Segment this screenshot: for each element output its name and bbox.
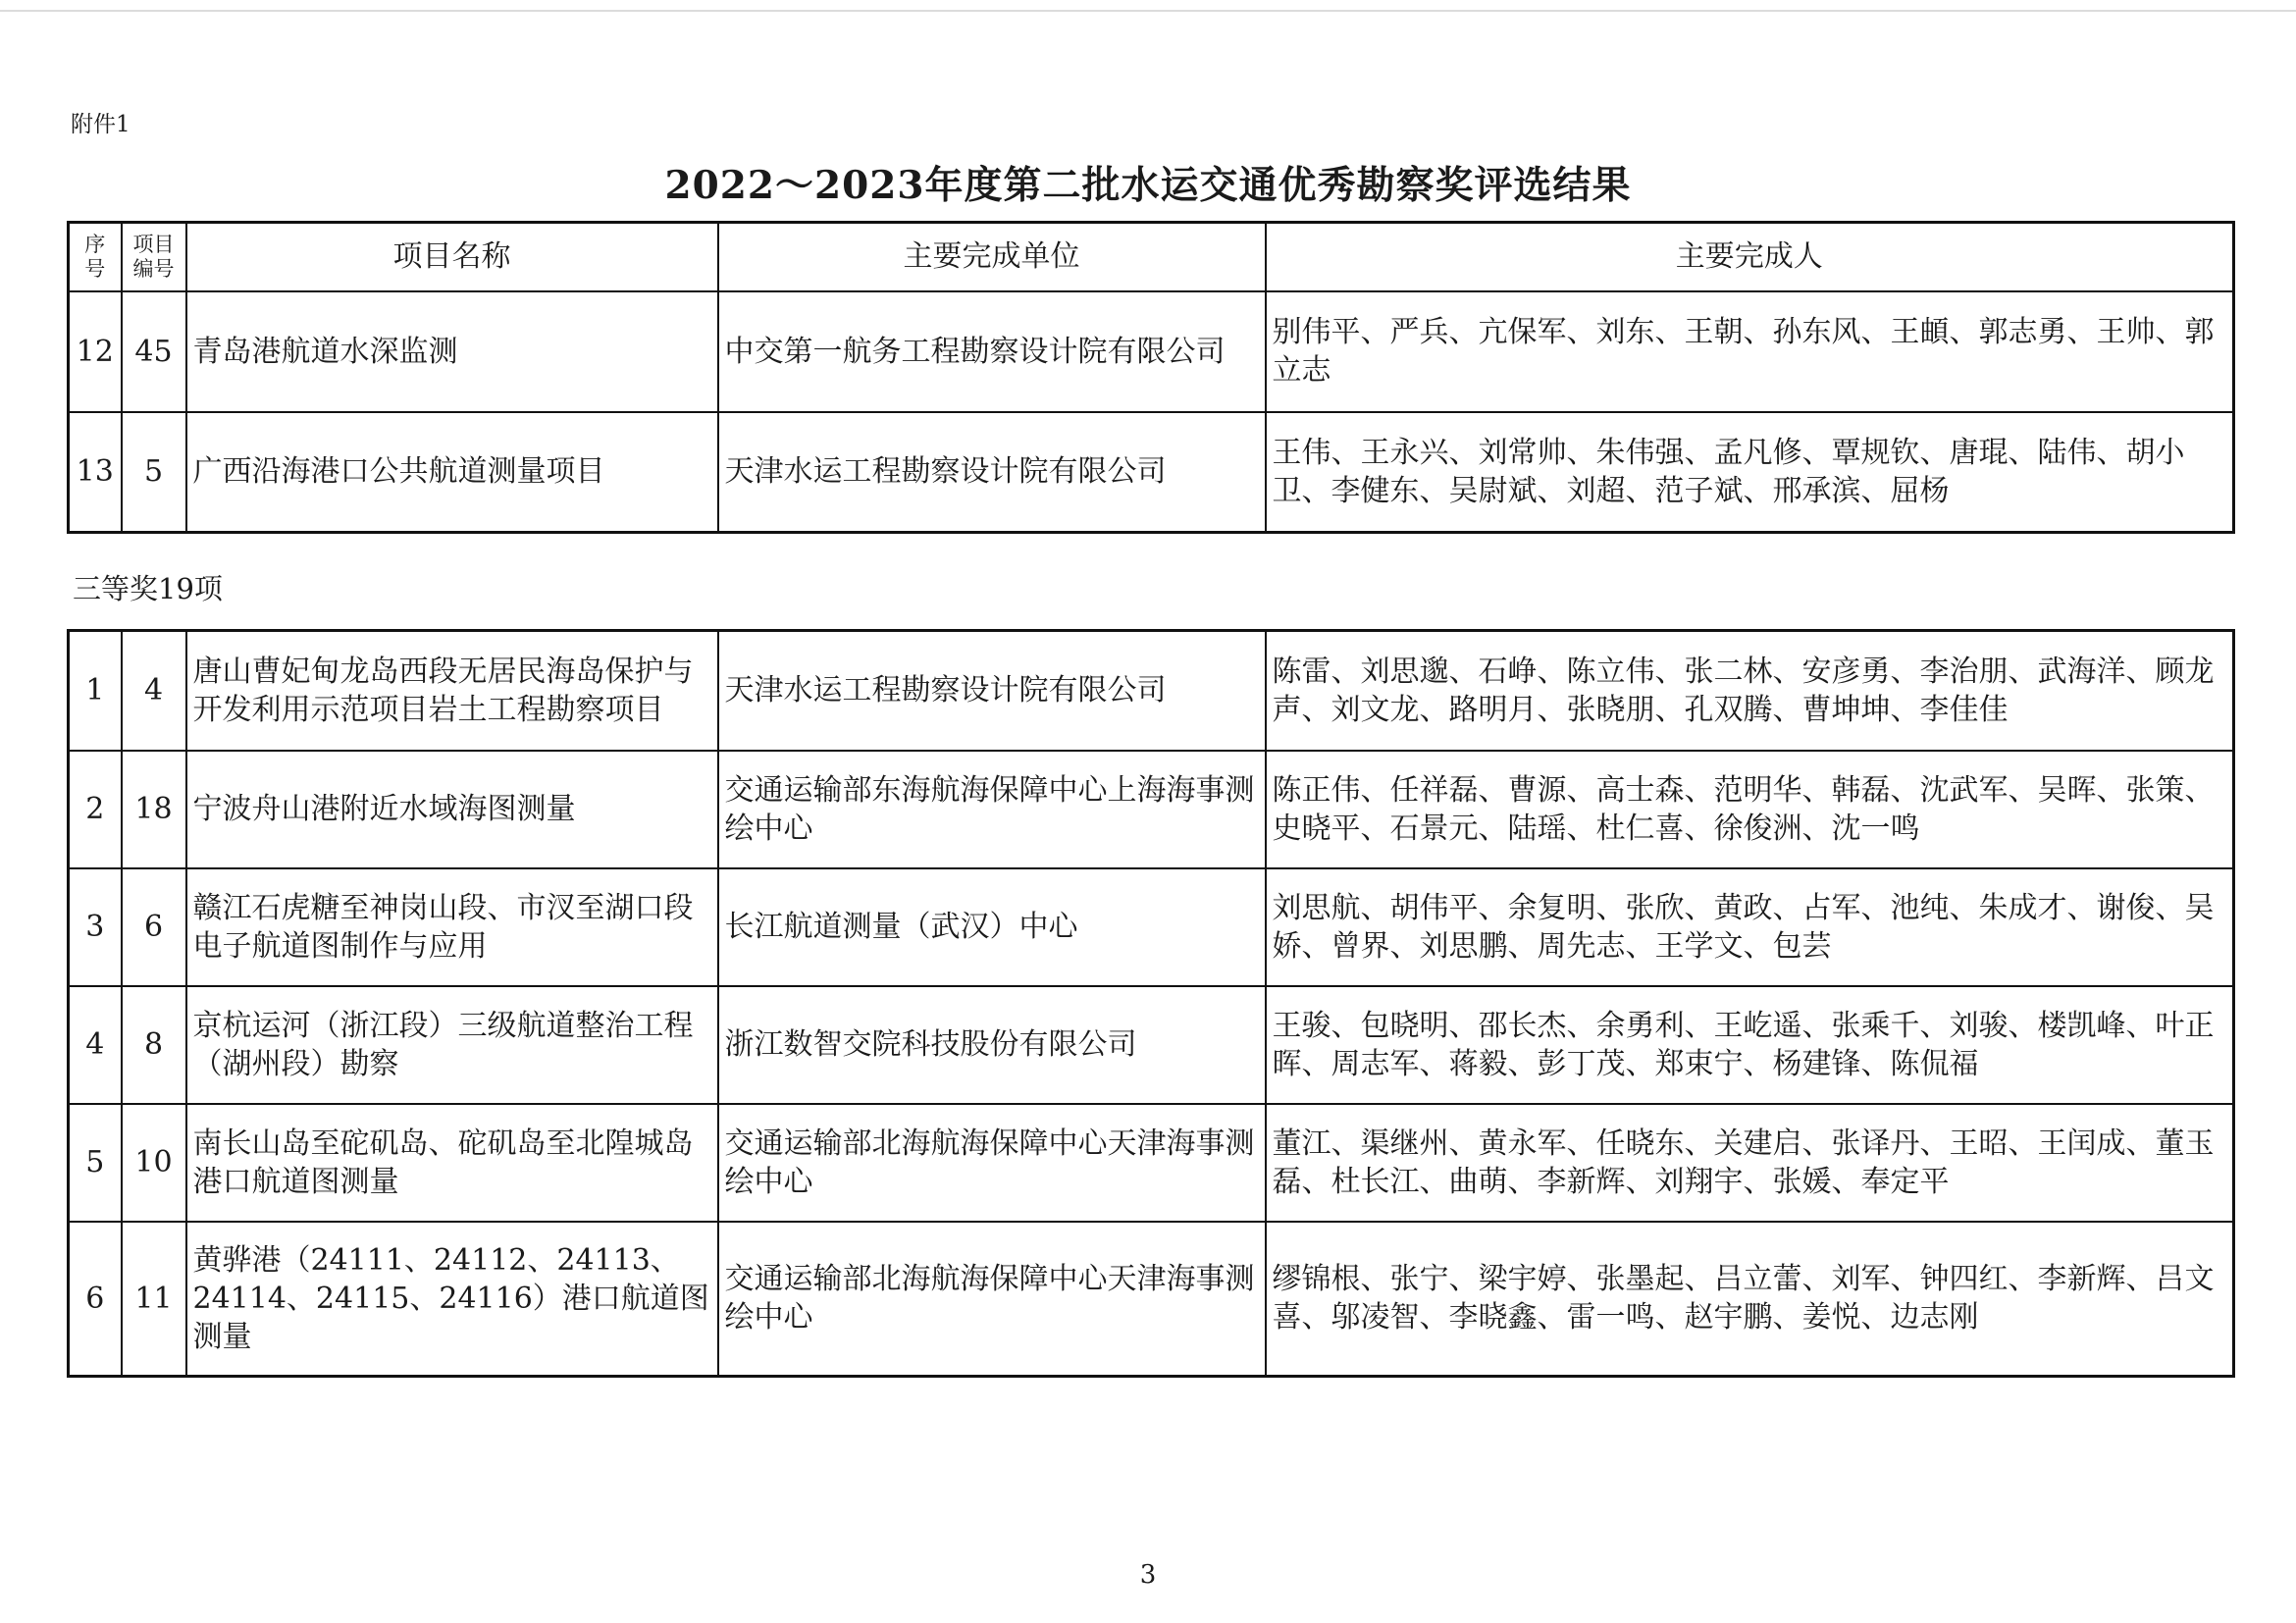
row-unit: 长江航道测量（武汉）中心	[718, 868, 1266, 986]
row-unit: 交通运输部东海航海保障中心上海海事测绘中心	[718, 751, 1266, 868]
row-project-name: 青岛港航道水深监测	[186, 291, 718, 412]
row-people: 王伟、王永兴、刘常帅、朱伟强、孟凡修、覃规钦、唐琨、陆伟、胡小卫、李健东、吴尉斌、刘超、范子斌、邢承滨、屈杨	[1266, 412, 2234, 533]
row-unit: 浙江数智交院科技股份有限公司	[718, 986, 1266, 1104]
row-code: 11	[122, 1222, 186, 1377]
row-unit: 中交第一航务工程勘察设计院有限公司	[718, 291, 1266, 412]
row-unit: 天津水运工程勘察设计院有限公司	[718, 631, 1266, 751]
table-row	[69, 412, 2234, 533]
header-unit: 主要完成单位	[718, 223, 1266, 291]
row-project-name: 赣江石虎糖至神岗山段、市汊至湖口段电子航道图制作与应用	[186, 868, 718, 986]
second-prize-table	[67, 221, 2235, 534]
page-title: 2022～2023年度第二批水运交通优秀勘察奖评选结果	[664, 163, 1632, 208]
row-people: 刘思航、胡伟平、余复明、张欣、黄政、占军、池纯、朱成才、谢俊、吴娇、曾界、刘思鹏、周先志、王学文、包芸	[1266, 868, 2234, 986]
row-project-name: 唐山曹妃甸龙岛西段无居民海岛保护与开发利用示范项目岩土工程勘察项目	[186, 631, 718, 751]
row-code: 18	[122, 751, 186, 868]
row-seq: 1	[69, 631, 122, 751]
row-people: 别伟平、严兵、亢保军、刘东、王朝、孙东风、王頔、郭志勇、王帅、郭立志	[1266, 291, 2234, 412]
row-code: 4	[122, 631, 186, 751]
row-project-name: 南长山岛至砣矶岛、砣矶岛至北隍城岛港口航道图测量	[186, 1104, 718, 1222]
row-unit: 交通运输部北海航海保障中心天津海事测绘中心	[718, 1222, 1266, 1377]
row-code: 8	[122, 986, 186, 1104]
table-row	[69, 631, 2234, 751]
row-seq: 2	[69, 751, 122, 868]
header-code: 项目 编号	[122, 223, 186, 291]
table-row	[69, 291, 2234, 412]
row-unit: 交通运输部北海航海保障中心天津海事测绘中心	[718, 1104, 1266, 1222]
third-prize-table	[67, 629, 2235, 1378]
table-row	[69, 751, 2234, 868]
row-code: 10	[122, 1104, 186, 1222]
row-people: 董江、渠继州、黄永军、任晓东、关建启、张译丹、王昭、王闰成、董玉磊、杜长江、曲萌、李新辉、刘翔宇、张媛、奉定平	[1266, 1104, 2234, 1222]
row-code: 5	[122, 412, 186, 533]
header-project-name: 项目名称	[186, 223, 718, 291]
row-unit: 天津水运工程勘察设计院有限公司	[718, 412, 1266, 533]
header-seq: 序 号	[69, 223, 122, 291]
row-project-name: 宁波舟山港附近水域海图测量	[186, 751, 718, 868]
table-row	[69, 1104, 2234, 1222]
row-people: 陈正伟、任祥磊、曹源、高士森、范明华、韩磊、沈武军、吴晖、张策、史晓平、石景元、陆瑶、杜仁喜、徐俊洲、沈一鸣	[1266, 751, 2234, 868]
table-row	[69, 986, 2234, 1104]
table-header-row	[69, 223, 2234, 291]
row-seq: 6	[69, 1222, 122, 1377]
section-title-third-prize: 三等奖19项	[73, 572, 223, 605]
page-number: 3	[1139, 1560, 1157, 1590]
row-seq: 3	[69, 868, 122, 986]
row-seq: 13	[69, 412, 122, 533]
row-seq: 4	[69, 986, 122, 1104]
row-people: 陈雷、刘思邈、石峥、陈立伟、张二林、安彦勇、李治朋、武海洋、顾龙声、刘文龙、路明月、张晓朋、孔双腾、曹坤坤、李佳佳	[1266, 631, 2234, 751]
row-code: 45	[122, 291, 186, 412]
row-code: 6	[122, 868, 186, 986]
row-seq: 12	[69, 291, 122, 412]
row-project-name: 京杭运河（浙江段）三级航道整治工程（湖州段）勘察	[186, 986, 718, 1104]
table-row	[69, 868, 2234, 986]
row-people: 缪锦根、张宁、梁宇婷、张墨起、吕立蕾、刘军、钟四红、李新辉、吕文喜、邬凌智、李晓鑫、雷一鸣、赵宇鹏、姜悦、边志刚	[1266, 1222, 2234, 1377]
row-project-name: 黄骅港（24111、24112、24113、24114、24115、24116）港口航道图测量	[186, 1222, 718, 1377]
row-project-name: 广西沿海港口公共航道测量项目	[186, 412, 718, 533]
scan-top-edge	[0, 10, 2296, 12]
table-row	[69, 1222, 2234, 1377]
row-people: 王骏、包晓明、邵长杰、余勇利、王屹遥、张乘千、刘骏、楼凯峰、叶正晖、周志军、蒋毅、彭丁茂、郑束宁、杨建锋、陈侃福	[1266, 986, 2234, 1104]
attachment-label: 附件1	[71, 112, 130, 137]
header-people: 主要完成人	[1266, 223, 2234, 291]
row-seq: 5	[69, 1104, 122, 1222]
